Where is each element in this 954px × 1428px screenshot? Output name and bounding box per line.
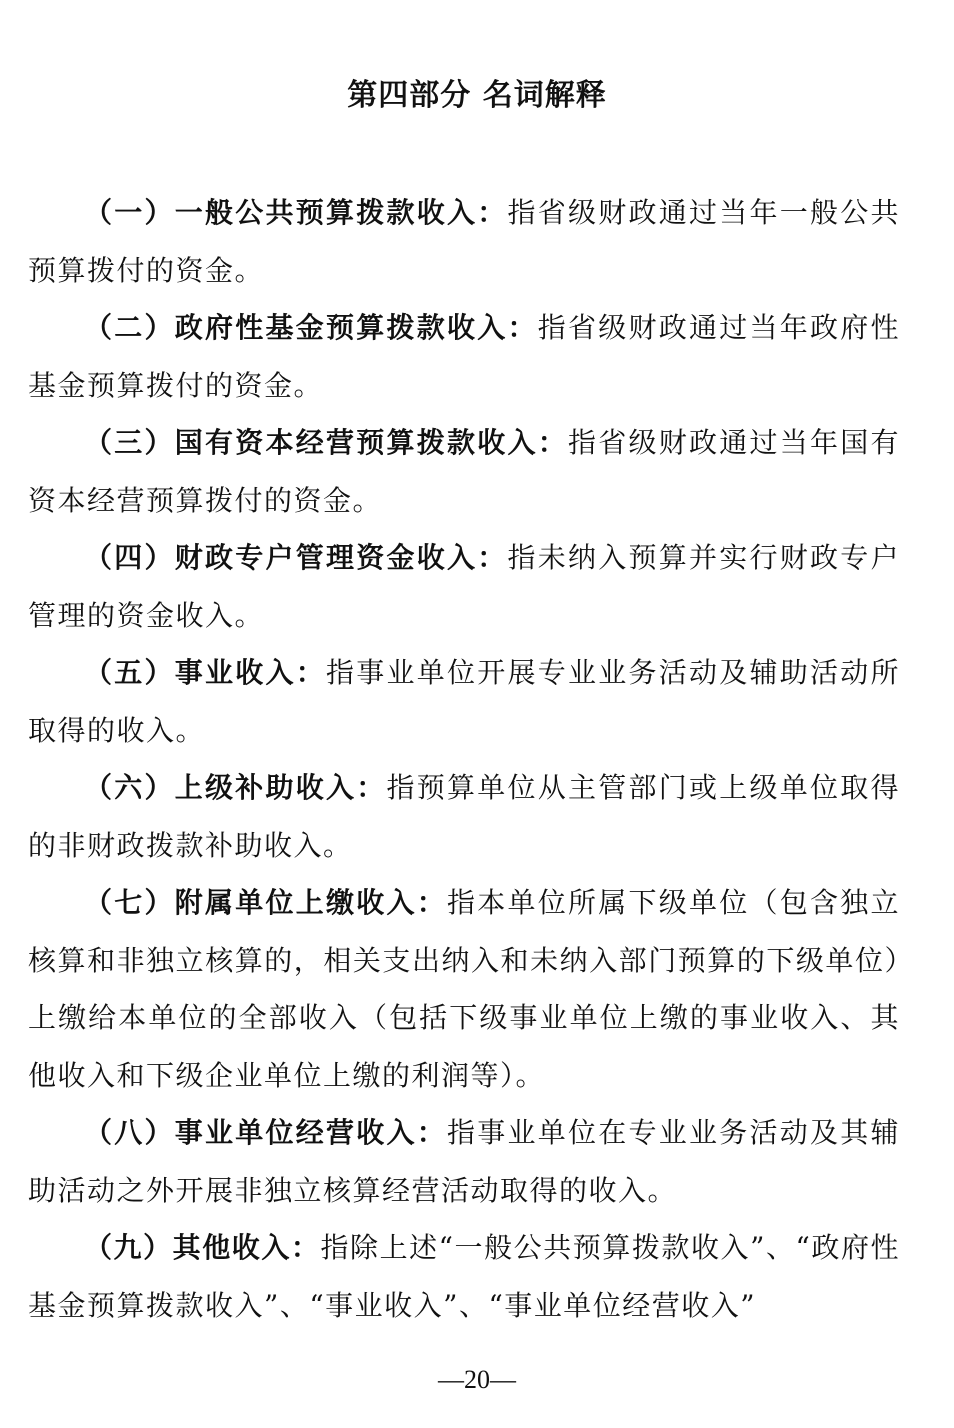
glossary-item-7 bbox=[28, 874, 900, 1104]
glossary-definition: 指省级财政通过当年政府性基金预算拨付的资金。 bbox=[28, 311, 900, 402]
glossary-term: （七）附属单位上缴收入： bbox=[84, 886, 447, 919]
glossary-item-6 bbox=[28, 759, 900, 874]
glossary-item-5 bbox=[28, 644, 900, 759]
glossary-definition: 指本单位所属下级单位（包含独立核算和非独立核算的，相关支出纳入和未纳入部门预算的下级单位）上缴给本单位的全部收入（包括下级事业单位上缴的事业收入、其他收入和下级企业单位上缴的利润等）。 bbox=[28, 886, 900, 1092]
glossary-term: （二）政府性基金预算拨款收入： bbox=[84, 311, 538, 344]
glossary-item-1 bbox=[28, 184, 900, 299]
glossary-term: （四）财政专户管理资金收入： bbox=[84, 541, 508, 574]
glossary-term: （八）事业单位经营收入： bbox=[84, 1116, 447, 1149]
glossary-body bbox=[28, 184, 900, 1334]
glossary-term: （五）事业收入： bbox=[84, 656, 326, 689]
glossary-term: （一）一般公共预算拨款收入： bbox=[84, 196, 508, 229]
page-title: 第四部分 名词解释 bbox=[347, 78, 607, 113]
glossary-definition: 指除上述“一般公共预算拨款收入”、“政府性基金预算拨款收入”、“事业收入”、“事业单位经营收入” bbox=[28, 1231, 900, 1322]
glossary-item-9 bbox=[28, 1219, 900, 1334]
page-number: —20— bbox=[438, 1365, 516, 1394]
glossary-item-4 bbox=[28, 529, 900, 644]
glossary-term: （六）上级补助收入： bbox=[84, 771, 387, 804]
glossary-item-2 bbox=[28, 299, 900, 414]
glossary-definition: 指事业单位开展专业业务活动及辅助活动所取得的收入。 bbox=[28, 656, 900, 747]
glossary-definition: 指事业单位在专业业务活动及其辅助活动之外开展非独立核算经营活动取得的收入。 bbox=[28, 1116, 900, 1207]
glossary-definition: 指省级财政通过当年国有资本经营预算拨付的资金。 bbox=[28, 426, 900, 517]
glossary-definition: 指预算单位从主管部门或上级单位取得的非财政拨款补助收入。 bbox=[28, 771, 900, 862]
glossary-item-3 bbox=[28, 414, 900, 529]
glossary-item-8 bbox=[28, 1104, 900, 1219]
glossary-definition: 指未纳入预算并实行财政专户管理的资金收入。 bbox=[28, 541, 900, 632]
glossary-term: （三）国有资本经营预算拨款收入： bbox=[84, 426, 568, 459]
glossary-definition: 指省级财政通过当年一般公共预算拨付的资金。 bbox=[28, 196, 900, 287]
glossary-term: （九）其他收入： bbox=[84, 1231, 321, 1264]
